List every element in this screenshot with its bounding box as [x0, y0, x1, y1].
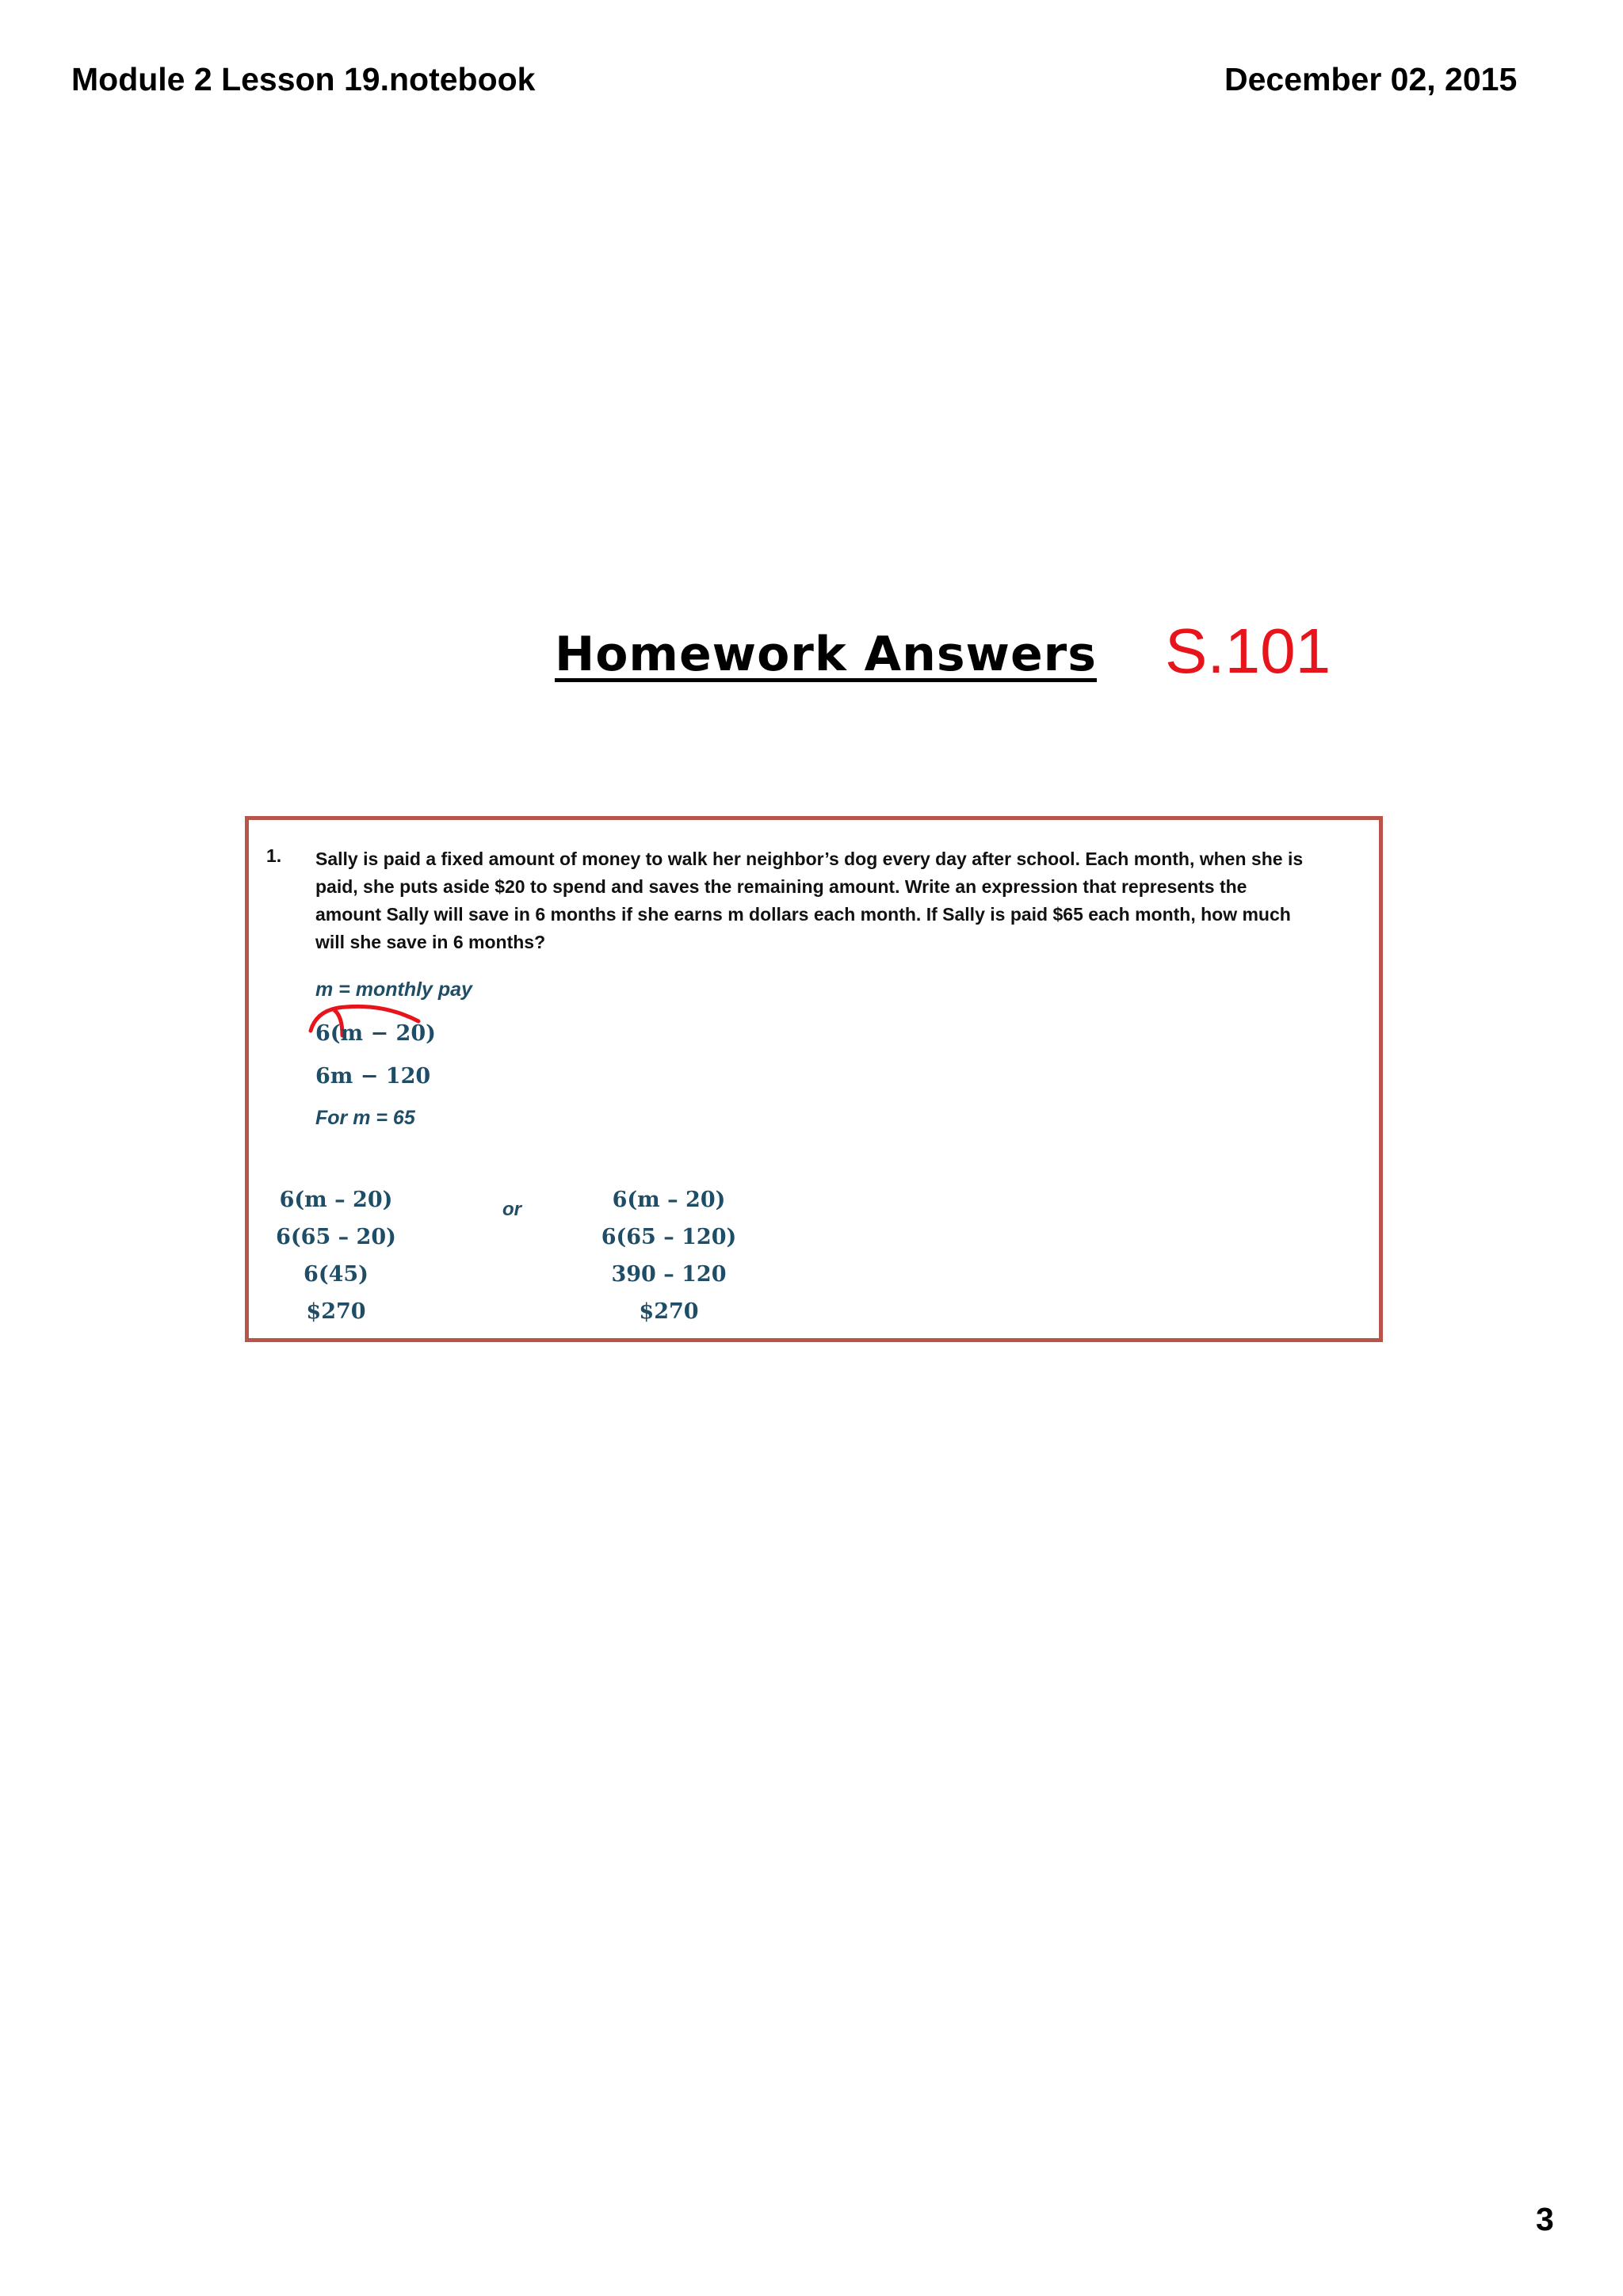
solution-step: 6(m – 20) — [612, 1188, 726, 1212]
notebook-date: December 02, 2015 — [1224, 61, 1518, 97]
solution-step: 390 – 120 — [611, 1262, 727, 1287]
solution-right-column — [582, 1189, 756, 1338]
substitution-label: For m = 65 — [315, 1107, 415, 1129]
slide-code: S.101 — [1165, 616, 1331, 686]
solution-step: $270 — [306, 1299, 366, 1324]
solution-step: 6(m – 20) — [279, 1188, 393, 1212]
problem-box — [245, 816, 1383, 1342]
expression-factored: 6(m − 20) — [315, 1021, 436, 1046]
problem-number: 1. — [266, 845, 282, 866]
problem-line: will she save in 6 months? — [315, 932, 546, 952]
variable-definition: m = monthly pay — [315, 978, 472, 1001]
solution-step: 6(65 – 120) — [601, 1225, 737, 1249]
or-label: or — [502, 1199, 521, 1220]
solution-left-column — [249, 1189, 423, 1338]
solution-step: 6(65 – 20) — [276, 1225, 396, 1249]
problem-line: paid, she puts aside $20 to spend and saves the remaining amount. Write an expression that represents the — [315, 876, 1247, 897]
problem-statement — [315, 845, 1361, 956]
expression-expanded: 6m − 120 — [315, 1064, 431, 1089]
notebook-title: Module 2 Lesson 19.notebook — [71, 61, 536, 97]
slide-title: Homework Answers — [555, 627, 1097, 682]
solution-step: $270 — [639, 1299, 699, 1324]
problem-line: amount Sally will save in 6 months if she earns m dollars each month. If Sally is paid $65 each month, how much — [315, 904, 1291, 925]
problem-line: Sally is paid a fixed amount of money to walk her neighbor’s dog every day after school. Each month, when she is — [315, 849, 1304, 869]
solution-step: 6(45) — [304, 1262, 369, 1287]
page-number: 3 — [1536, 2201, 1554, 2237]
